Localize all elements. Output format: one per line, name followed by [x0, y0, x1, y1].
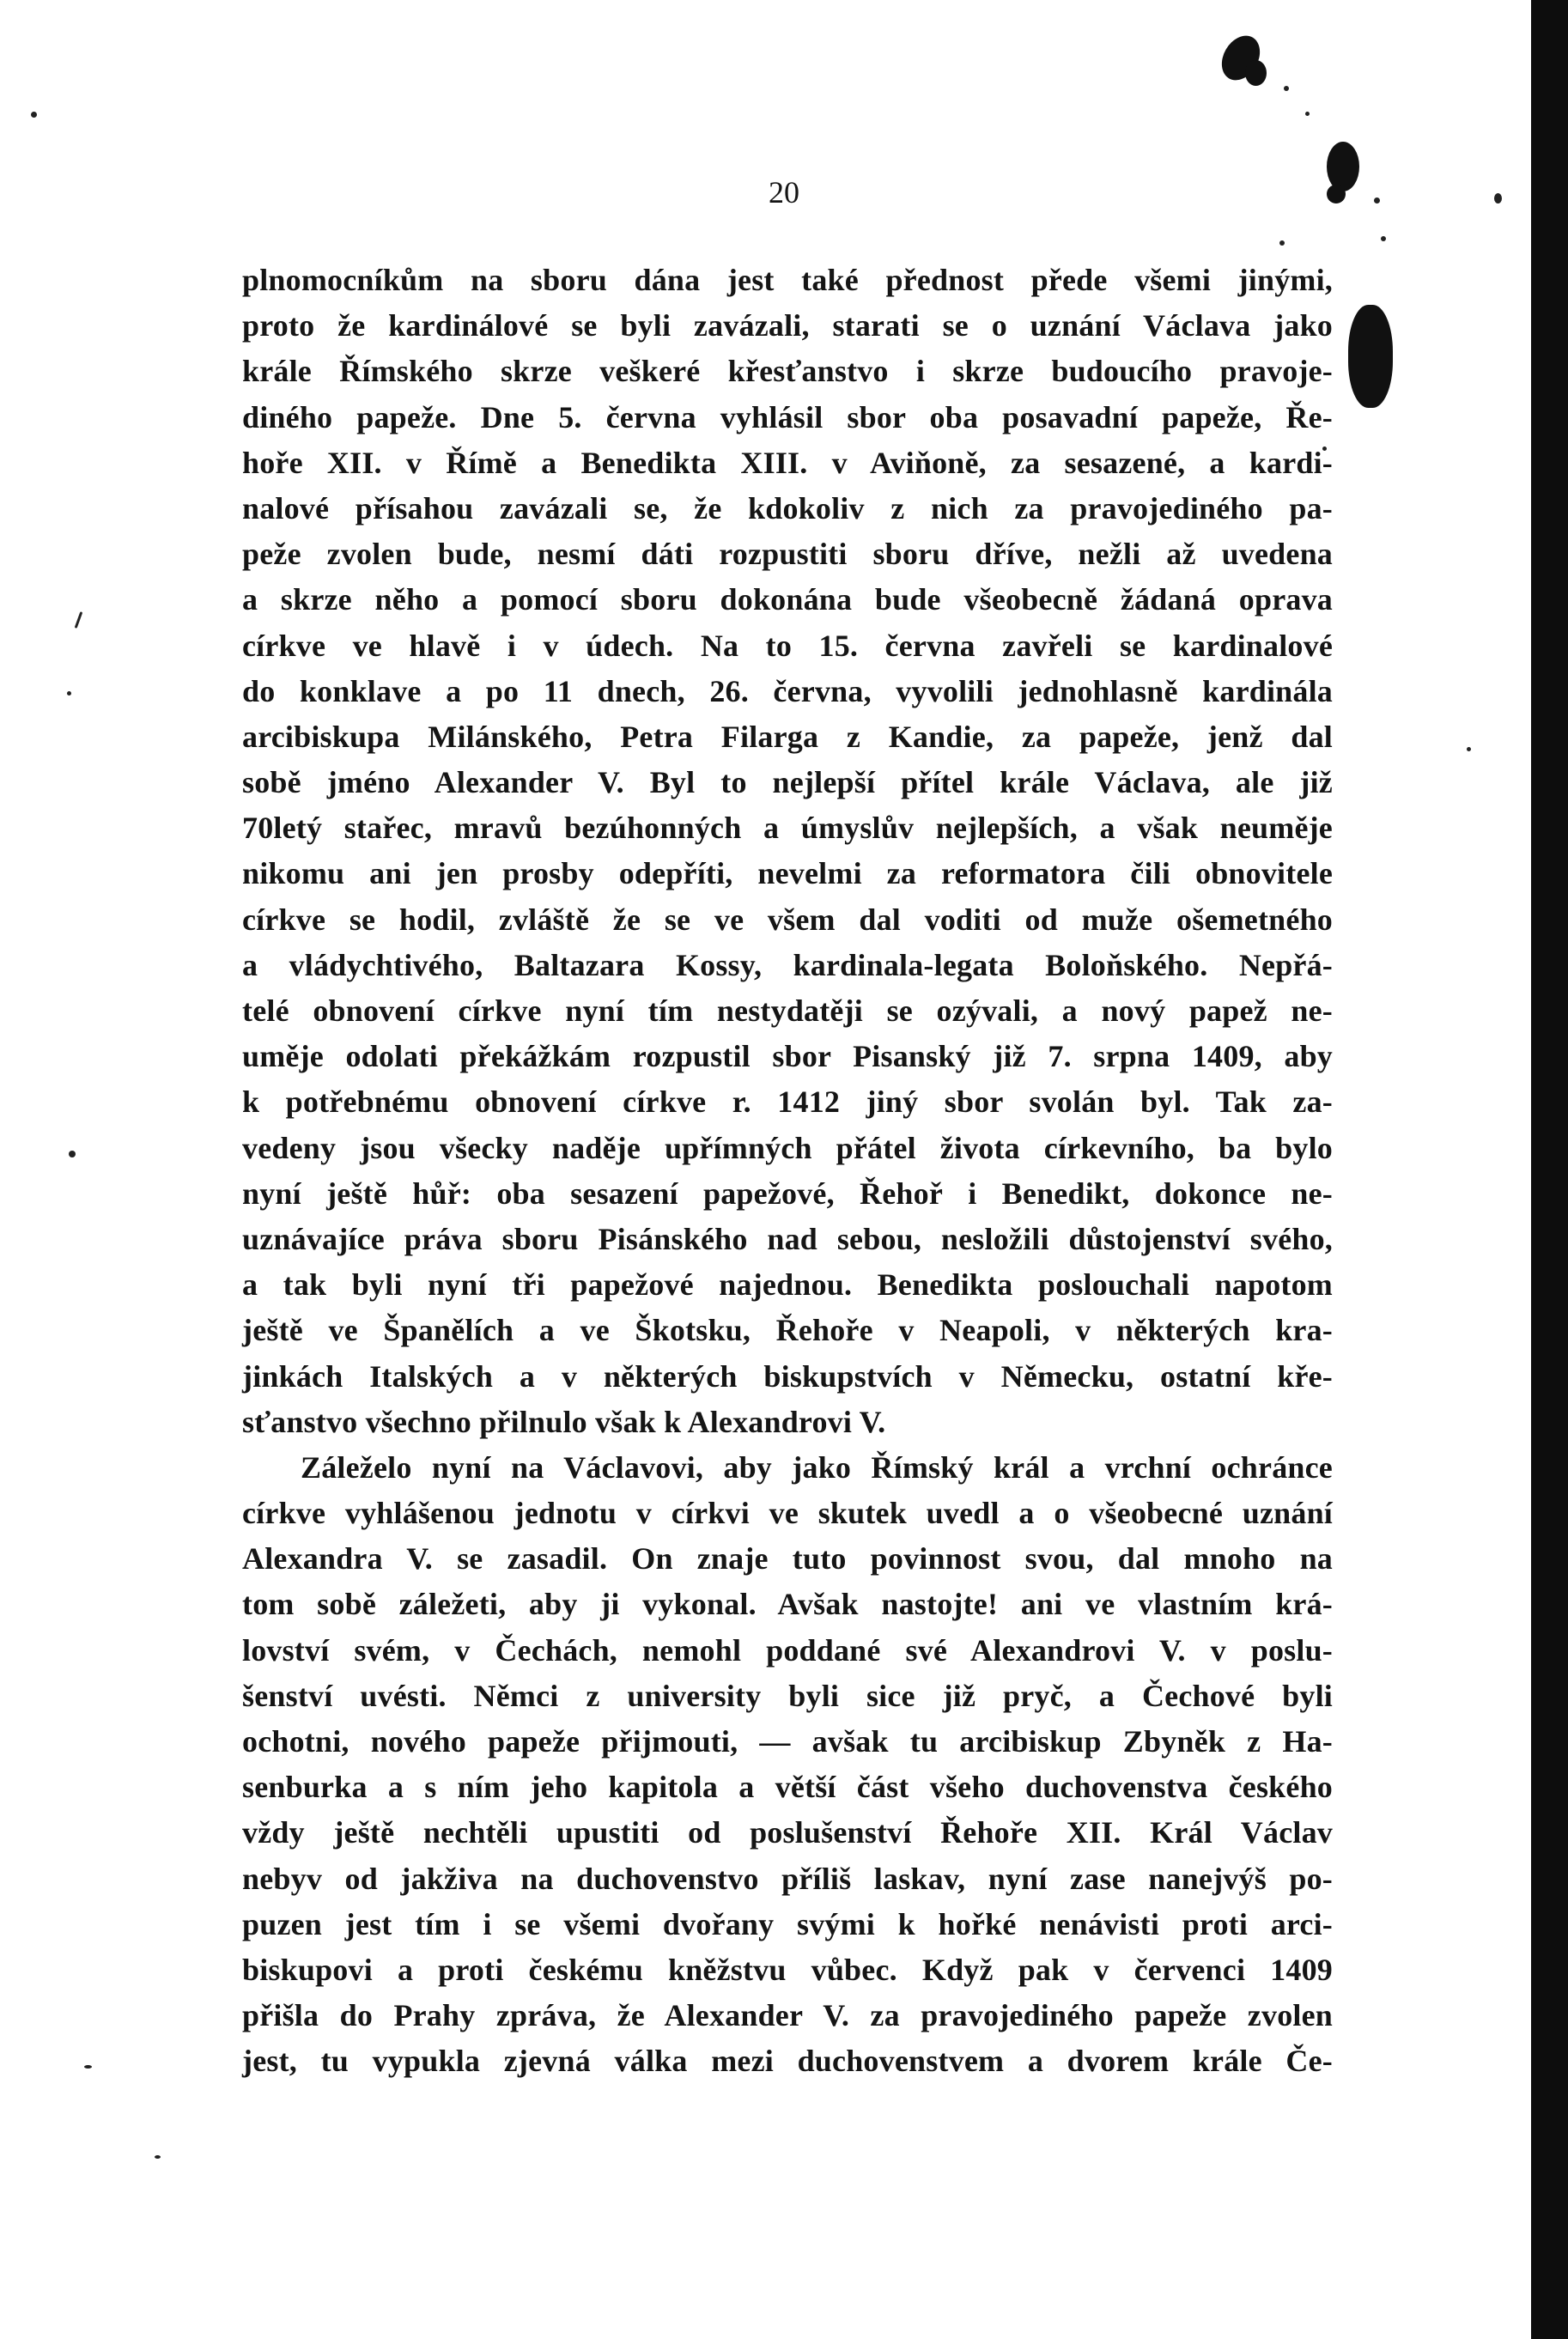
- text-line: hoře XII. v Římě a Benedikta XIII. v Aviňoně, za sesazené, a kardi-: [242, 445, 1333, 480]
- text-line: a skrze něho a pomocí sboru dokonána bude všeobecně žádaná oprava: [242, 582, 1333, 617]
- text-line: vždy ještě nechtěli upustiti od poslušenství Řehoře XII. Král Václav: [242, 1815, 1333, 1850]
- text-line: církve se hodil, zvláště že se ve všem dal voditi od muže ošemetného: [242, 902, 1333, 937]
- text-line: šenství uvésti. Němci z university byli sice již pryč, a Čechové byli: [242, 1678, 1333, 1713]
- text-line: krále Římského skrze veškeré křesťanstvo i skrze budoucího pravoje-: [242, 354, 1333, 389]
- body-text: [242, 258, 1333, 2085]
- text-line: sťanstvo všechno přilnulo však k Alexandrovi V.: [242, 1404, 886, 1439]
- text-line: nikomu ani jen prosby odepříti, nevelmi za reformatora čili obnovitele: [242, 856, 1333, 891]
- text-line: k potřebnému obnovení církve r. 1412 jiný sbor svolán byl. Tak za-: [242, 1084, 1333, 1120]
- text-line: arcibiskupa Milánského, Petra Filarga z Kandie, za papeže, jenž dal: [242, 719, 1333, 754]
- page-edge-shadow: [1531, 0, 1568, 2339]
- text-line: ještě ve Španělích a ve Škotsku, Řehoře v Neapoli, v některých kra-: [242, 1313, 1333, 1348]
- text-line: nebyv od jakživa na duchovenstvo příliš laskav, nyní zase nanejvýš po-: [242, 1861, 1333, 1896]
- text-line: Alexandra V. se zasadil. On znaje tuto povinnost svou, dal mnoho na: [242, 1541, 1333, 1577]
- text-line: nalové přísahou zavázali se, že kdokoliv z nich za pravojediného pa-: [242, 490, 1333, 526]
- text-line: přišla do Prahy zpráva, že Alexander V. za pravojediného papeže zvolen: [242, 1998, 1333, 2033]
- text-line: senburka a s ním jeho kapitola a větší část všeho duchovenstva českého: [242, 1770, 1333, 1805]
- text-line: ochotni, nového papeže přijmouti, — avšak tu arcibiskup Zbyněk z Ha-: [242, 1724, 1333, 1759]
- text-line: sobě jméno Alexander V. Byl to nejlepší přítel krále Václava, ale již: [242, 765, 1333, 800]
- text-line: uměje odolati překážkám rozpustil sbor Pisanský již 7. srpna 1409, aby: [242, 1039, 1333, 1074]
- text-line: puzen jest tím i se všemi dvořany svými k hořké nenávisti proti arci-: [242, 1906, 1333, 1941]
- text-line: 70letý stařec, mravů bezúhonných a úmyslův nejlepších, a však neuměje: [242, 811, 1333, 846]
- text-line: jest, tu vypukla zjevná válka mezi duchovenstvem a dvorem krále Če-: [242, 2044, 1333, 2079]
- text-line: peže zvolen bude, nesmí dáti rozpustiti sboru dříve, nežli až uvedena: [242, 537, 1333, 572]
- text-line: plnomocníkům na sboru dána jest také přednost přede všemi jinými,: [242, 263, 1333, 297]
- text-line: do konklave a po 11 dnech, 26. června, vyvolili jednohlasně kardinála: [242, 673, 1333, 708]
- page-number: 20: [769, 175, 799, 210]
- text-line: lovství svém, v Čechách, nemohl poddané své Alexandrovi V. v poslu-: [242, 1632, 1333, 1668]
- paragraph-start-line: Záleželo nyní na Václavovi, aby jako Římský král a vrchní ochránce: [301, 1449, 1333, 1485]
- text-line: a tak byli nyní tři papežové najednou. Benedikta poslouchali napotom: [242, 1267, 1333, 1303]
- text-line: biskupovi a proti českému kněžstvu vůbec. Když pak v červenci 1409: [242, 1952, 1333, 1987]
- text-line: vedeny jsou všecky naděje upřímných přátel života církevního, ba bylo: [242, 1130, 1333, 1165]
- text-line: proto že kardinálové se byli zavázali, starati se o uznání Václava jako: [242, 308, 1333, 343]
- text-line: nyní ještě hůř: oba sesazení papežové, Řehoř i Benedikt, dokonce ne-: [242, 1176, 1333, 1211]
- text-line: jinkách Italských a v některých biskupstvích v Německu, ostatní kře-: [242, 1358, 1333, 1394]
- text-line: telé obnovení církve nyní tím nestydatěji se ozývali, a nový papež ne-: [242, 993, 1333, 1028]
- text-line: uznávajíce práva sboru Pisánského nad sebou, nesložili důstojenství svého,: [242, 1221, 1333, 1256]
- text-line: církve ve hlavě i v údech. Na to 15. června zavřeli se kardinalové: [242, 628, 1333, 663]
- text-line: církve vyhlášenou jednotu v církvi ve skutek uvedl a o všeobecné uznání: [242, 1496, 1333, 1531]
- text-line: tom sobě záležeti, aby ji vykonal. Avšak nastojte! ani ve vlastním krá-: [242, 1587, 1333, 1622]
- text-line: diného papeže. Dne 5. června vyhlásil sbor oba posavadní papeže, Ře-: [242, 399, 1333, 434]
- text-line: a vládychtivého, Baltazara Kossy, kardinala-legata Boloňského. Nepřá-: [242, 947, 1333, 982]
